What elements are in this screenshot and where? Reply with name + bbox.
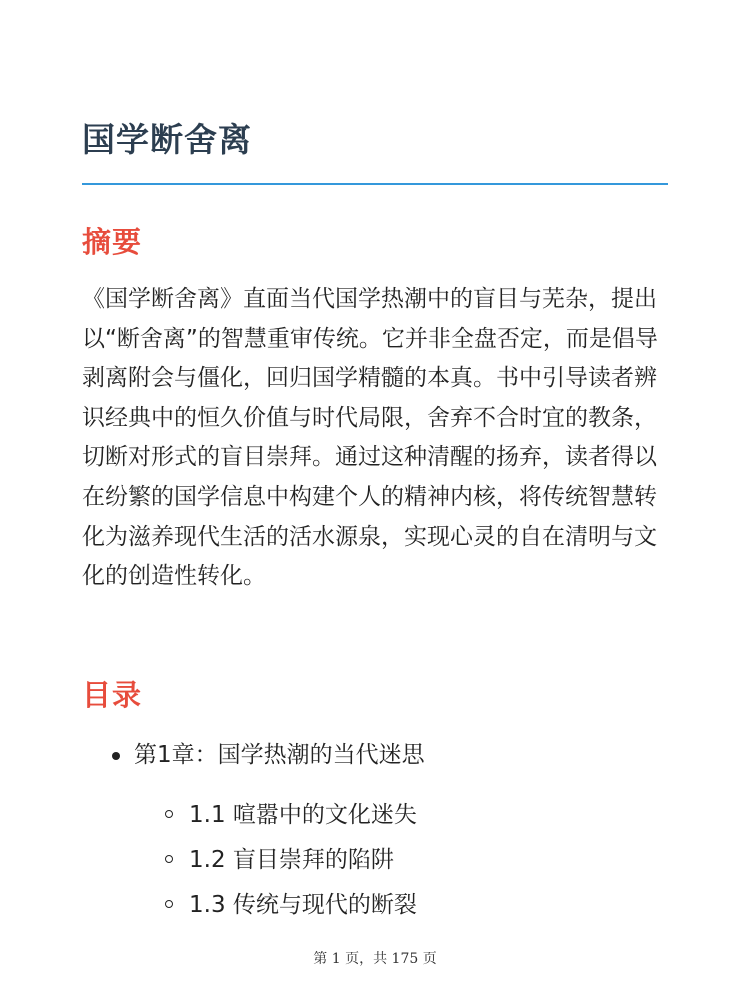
toc-section-label[interactable]: 1.1 喧嚣中的文化迷失 — [189, 802, 417, 828]
toc-section[interactable] — [82, 793, 670, 838]
page-number-footer: 第 1 页，共 175 页 — [313, 951, 437, 967]
toc-section[interactable] — [82, 838, 670, 883]
toc-chapter[interactable] — [82, 735, 670, 928]
bullet-circle-icon — [165, 810, 173, 818]
abstract-text: 《国学断舍离》直面当代国学热潮中的盲目与芜杂，提出以“断舍离”的智慧重审传统。它并非全盘否定，而是倡导剥离附会与僵化，回归国学精髓的本真。书中引导读者辨识经典中的恒久价值与时代局限，舍弃不合时宜的教条，切断对形式的盲目崇拜。通过这种清醒的扬弃，读者得以在纷繁的国学信息中构建个人的精神内核，将传统智慧转化为滋养现代生活的活水源泉，实现心灵的自在清明与文化的创造性转化。 — [82, 286, 658, 590]
toc-chapter-label[interactable]: 第1章：国学热潮的当代迷思 — [134, 742, 425, 768]
document-title: 国学断舍离 — [82, 120, 252, 159]
bullet-circle-icon — [165, 900, 173, 908]
toc-section-label[interactable]: 1.2 盲目崇拜的陷阱 — [189, 847, 394, 873]
bullet-circle-icon — [165, 855, 173, 863]
toc-section[interactable] — [82, 883, 670, 928]
abstract-heading: 摘要 — [82, 225, 143, 259]
bullet-dot-icon — [112, 752, 120, 760]
toc-section-list — [134, 793, 670, 928]
toc-section-label[interactable]: 1.3 传统与现代的断裂 — [189, 892, 417, 918]
table-of-contents — [82, 735, 670, 928]
toc-heading: 目录 — [82, 678, 143, 712]
title-divider — [82, 183, 668, 185]
